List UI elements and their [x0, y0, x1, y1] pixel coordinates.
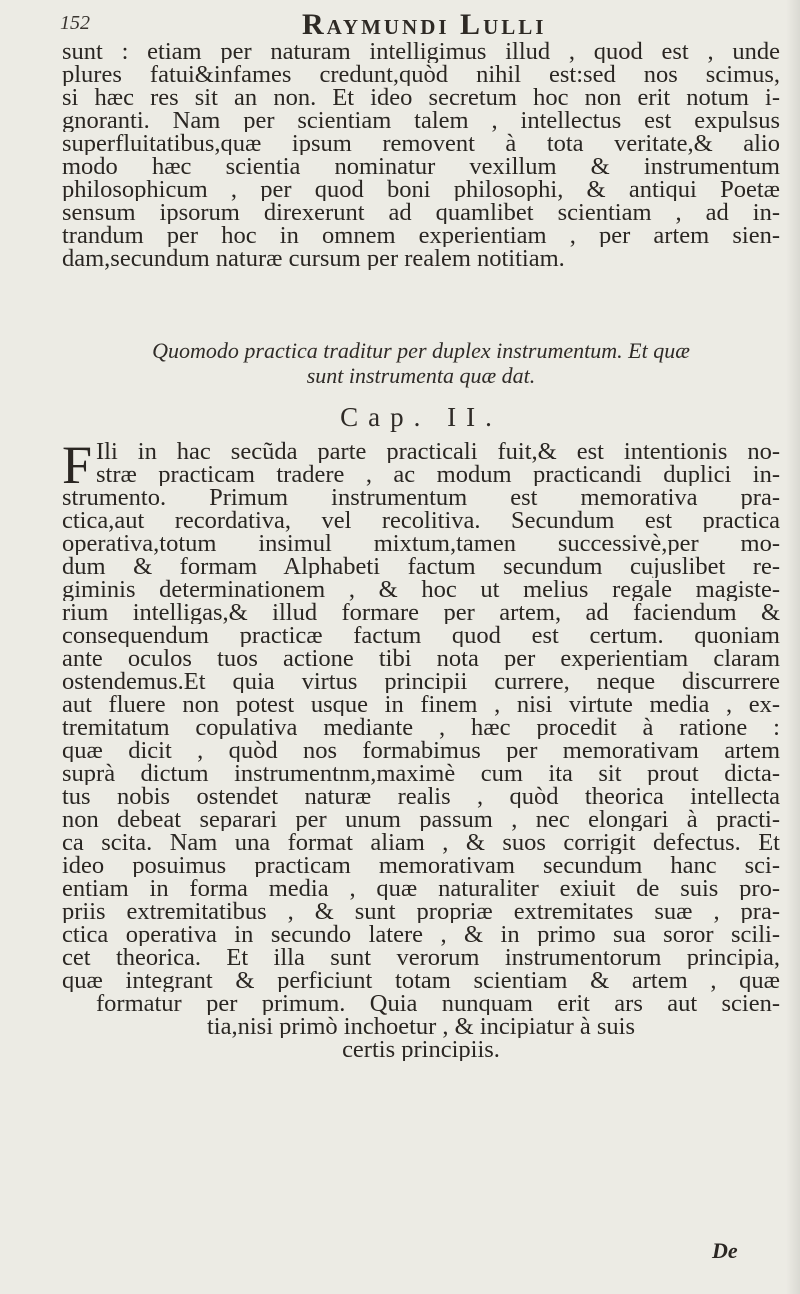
text-line: ideo posuimus practicam memorativam secundum hanc sci- — [62, 854, 780, 877]
drop-capital: F — [62, 435, 93, 495]
text-line: si hæc res sit an non. Et ideo secretum hoc non erit notum i- — [62, 86, 780, 109]
text-line: sunt : etiam per naturam intelligimus illud , quod est , unde — [62, 40, 780, 63]
text-line: entiam in forma media , quæ naturaliter exiuit de suis pro- — [62, 877, 780, 900]
text-line: dam,secundum naturæ cursum per realem notitiam. — [62, 247, 565, 270]
text-line: Ili in hac secũda parte practicali fuit,& est intentionis no- — [96, 440, 780, 463]
text-line: ca scita. Nam una format aliam , & suos corrigit defectus. Et — [62, 831, 780, 854]
chapter-paragraph — [62, 435, 780, 1061]
text-line: quæ dicit , quòd nos formabimus per memorativam artem — [62, 739, 780, 762]
paragraph-continuation — [62, 40, 780, 270]
text-line: superfluitatibus,quæ ipsum removent à tota veritate,& alio — [62, 132, 780, 155]
text-line: ctica,aut recordativa, vel recolitiva. Secundum est practica — [62, 509, 780, 532]
text-line: tia,nisi primò inchoetur , & incipiatur à suis — [207, 1015, 635, 1038]
chapter-heading-line: Quomodo practica traditur per duplex instrumentum. Et quæ — [152, 338, 690, 363]
text-line: tus nobis ostendet naturæ realis , quòd theorica intellecta — [62, 785, 780, 808]
text-line: modo hæc scientia nominatur vexillum & instrumentum — [62, 155, 780, 178]
text-line: rium intelligas,& illud formare per artem, ad faciendum & — [62, 601, 780, 624]
text-line: trandum per hoc in omnem experientiam , per artem sien- — [62, 224, 780, 247]
text-line: philosophicum , per quod boni philosophi, & antiqui Poetæ — [62, 178, 780, 201]
text-line: dum & formam Alphabeti factum secundum cujuslibet re- — [62, 555, 780, 578]
running-head — [60, 8, 760, 41]
text-line: operativa,totum insimul mixtum,tamen successivè,per mo- — [62, 532, 780, 555]
running-title: Raymundi Lulli — [302, 8, 547, 41]
text-line: certis principiis. — [342, 1038, 500, 1061]
text-line: ante oculos tuos actione tibi nota per experientiam claram — [62, 647, 780, 670]
text-line: non debeat separari per unum passum , nec elongari à practi- — [62, 808, 780, 831]
text-line: cet theorica. Et illa sunt verorum instrumentorum principia, — [62, 946, 780, 969]
text-line: stræ practicam tradere , ac modum practicandi duplici in- — [96, 463, 780, 486]
page-number: 152 — [60, 12, 90, 34]
text-line: consequendum practicæ factum quod est certum. quoniam — [62, 624, 780, 647]
catchword: De — [712, 1238, 738, 1263]
text-line: priis extremitatibus , & sunt propriæ extremitates suæ , pra- — [62, 900, 780, 923]
text-line: sensum ipsorum direxerunt ad quamlibet scientiam , ad in- — [62, 201, 780, 224]
text-line: aut fluere non potest usque in finem , nisi virtute media , ex- — [62, 693, 780, 716]
text-line: plures fatui&infames credunt,quòd nihil est:sed nos scimus, — [62, 63, 780, 86]
chapter-heading — [62, 338, 780, 388]
text-line: giminis determinationem , & hoc ut melius regale magiste- — [62, 578, 780, 601]
page-edge-shadow — [786, 0, 800, 1294]
text-line: quæ integrant & perficiunt totam scientiam & artem , quæ — [62, 969, 780, 992]
text-line: suprà dictum instrumentnm,maximè cum ita sit prout dicta- — [62, 762, 780, 785]
chapter-heading-line: sunt instrumenta quæ dat. — [306, 363, 536, 388]
text-line: ostendemus.Et quia virtus principii currere, neque discurrere — [62, 670, 780, 693]
text-line: strumento. Primum instrumentum est memorativa pra- — [62, 486, 780, 509]
chapter-number: Cap. II. — [340, 402, 502, 432]
text-line: gnoranti. Nam per scientiam talem , intellectus est expulsus — [62, 109, 780, 132]
text-line: tremitatum copulativa mediante , hæc procedit à ratione : — [62, 716, 780, 739]
text-line: formatur per primum. Quia nunquam erit ars aut scien- — [96, 992, 780, 1015]
text-line: ctica operativa in secundo latere , & in primo sua soror scili- — [62, 923, 780, 946]
